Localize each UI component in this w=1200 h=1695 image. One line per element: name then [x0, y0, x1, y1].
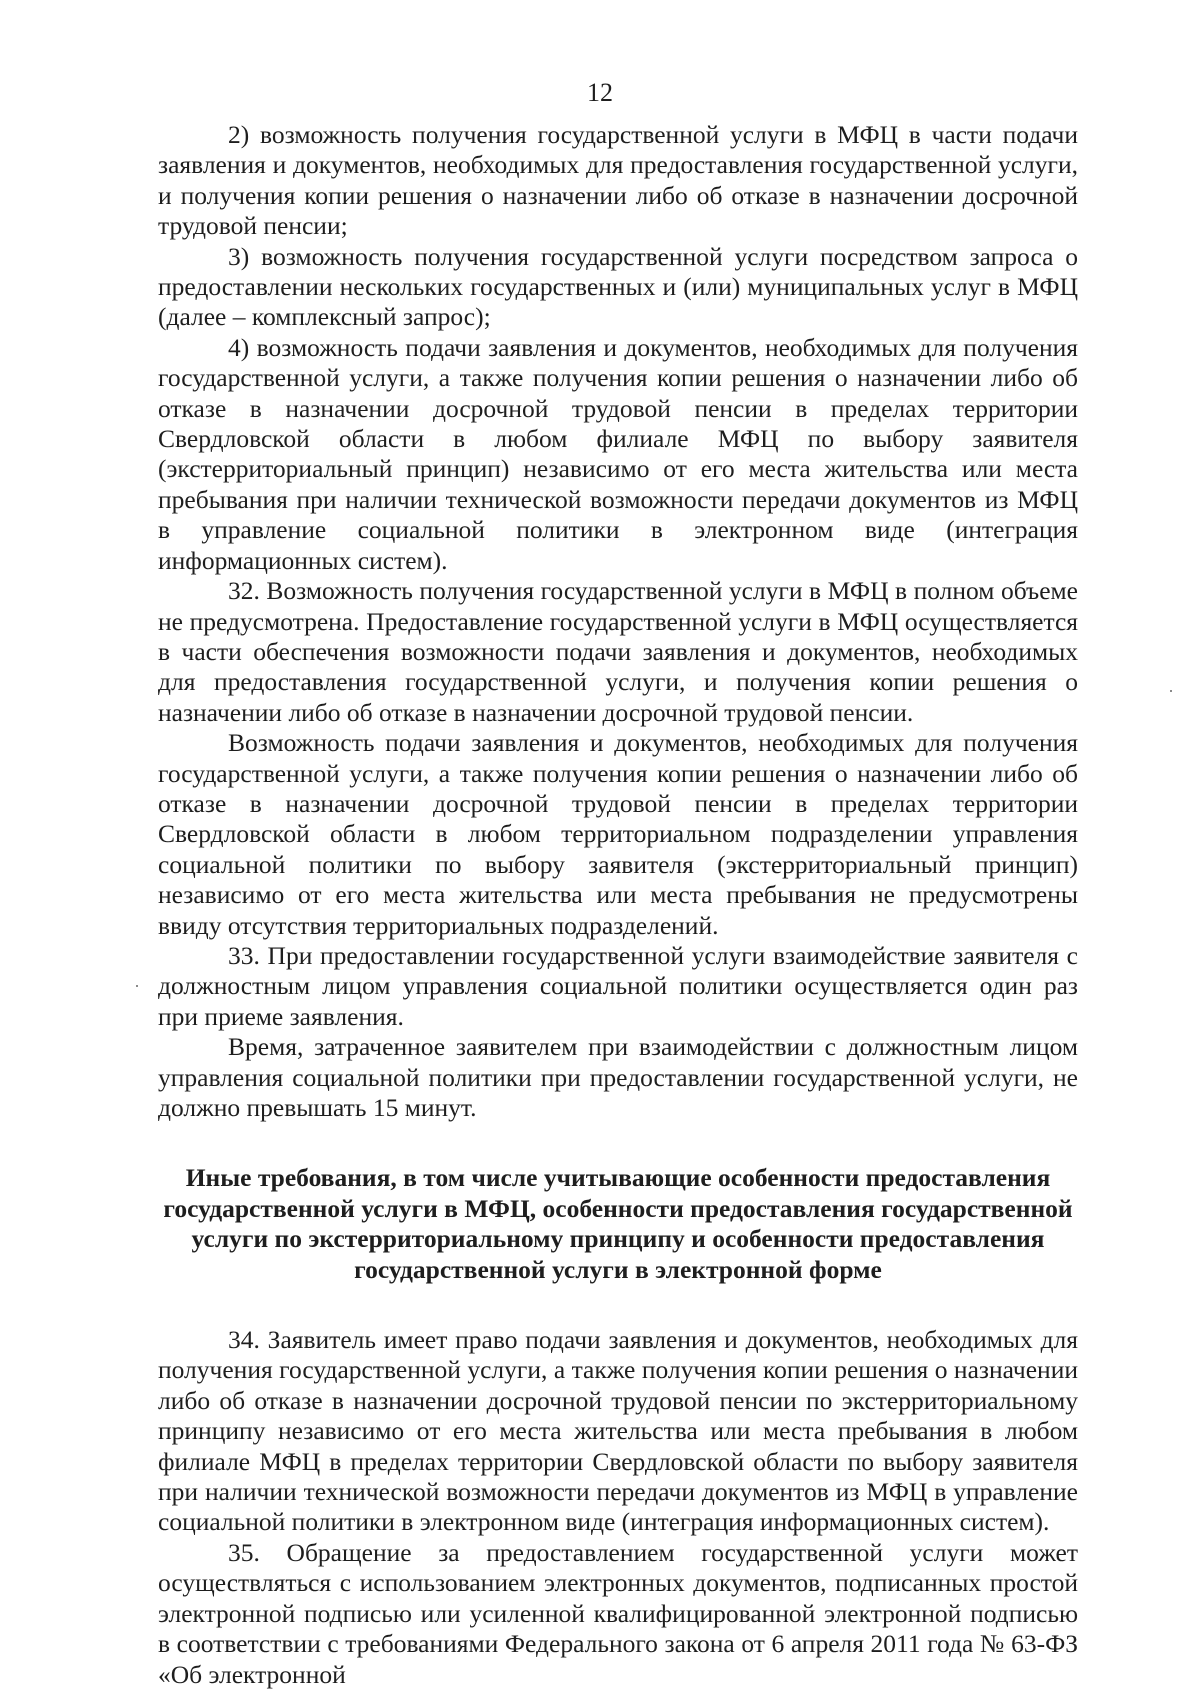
document-body: [158, 120, 1078, 1690]
paragraph-item-3: 3) возможность получения государственной услуги посредством запроса о предоставлении нескольких государственных и (или) муниципальных услуг в МФЦ (далее – комплексный запрос);: [158, 241, 1078, 332]
page-number: 12: [587, 78, 613, 107]
paragraph-32: 32. Возможность получения государственной услуги в МФЦ в полном объеме не предусмотрена. Предоставление государственной услуги в МФЦ осуществляется в части обеспечения возможности подачи заявления и документов, необходимых для предоставления государственной услуги, и получения копии решения о назначении либо об отказе в назначении досрочной трудовой пенсии.: [158, 576, 1078, 727]
section-heading: Иные требования, в том числе учитывающие особенности предоставления государственной услуги в МФЦ, особенности предоставления государственной услуги по экстерриториальному принципу и особенности предоставления государственной услуги в электронной форме: [163, 1163, 1073, 1284]
paragraph-33-continued: Время, затраченное заявителем при взаимодействии с должностным лицом управления социальной политики при предоставлении государственной услуги, не должно превышать 15 минут.: [158, 1032, 1078, 1122]
scan-mark: [1170, 690, 1172, 692]
paragraph-34: 34. Заявитель имеет право подачи заявления и документов, необходимых для получения государственной услуги, а также получения копии решения о назначении либо об отказе в назначении досрочной трудовой пенсии по экстерриториальному принципу независимо от его места жительства или места пребывания в любом филиале МФЦ в пределах территории Свердловской области по выбору заявителя при наличии технической возможности передачи документов из МФЦ в управление социальной политики в электронном виде (интеграция информационных систем).: [158, 1325, 1078, 1537]
paragraph-35: 35. Обращение за предоставлением государственной услуги может осуществляться с использованием электронных документов, подписанных простой электронной подписью или усиленной квалифицированной электронной подписью в соответствии с требованиями Федерального закона от 6 апреля 2011 года № 63-ФЗ «Об электронной: [158, 1537, 1078, 1689]
paragraph-item-4: 4) возможность подачи заявления и документов, необходимых для получения государственной услуги, а также получения копии решения о назначении либо об отказе в назначении досрочной трудовой пенсии в пределах территории Свердловской области в любом филиале МФЦ по выбору заявителя (экстерриториальный принцип) независимо от его места жительства или места пребывания при наличии технической возможности передачи документов из МФЦ в управление социальной политики в электронном виде (интеграция информационных систем).: [158, 332, 1078, 575]
scan-mark: [136, 985, 138, 987]
paragraph-item-2: 2) возможность получения государственной услуги в МФЦ в части подачи заявления и документов, необходимых для предоставления государственной услуги, и получения копии решения о назначении либо об отказе в назначении досрочной трудовой пенсии;: [158, 120, 1078, 241]
paragraph-32-continued: Возможность подачи заявления и документов, необходимых для получения государственной услуги, а также получения копии решения о назначении либо об отказе в назначении досрочной трудовой пенсии в пределах территории Свердловской области в любом территориальном подразделении управления социальной политики по выбору заявителя (экстерриториальный принцип) независимо от его места жительства или места пребывания не предусмотрены ввиду отсутствия территориальных подразделений.: [158, 728, 1078, 940]
paragraph-33: 33. При предоставлении государственной услуги взаимодействие заявителя с должностным лицом управления социальной политики осуществляется один раз при приеме заявления.: [158, 940, 1078, 1031]
